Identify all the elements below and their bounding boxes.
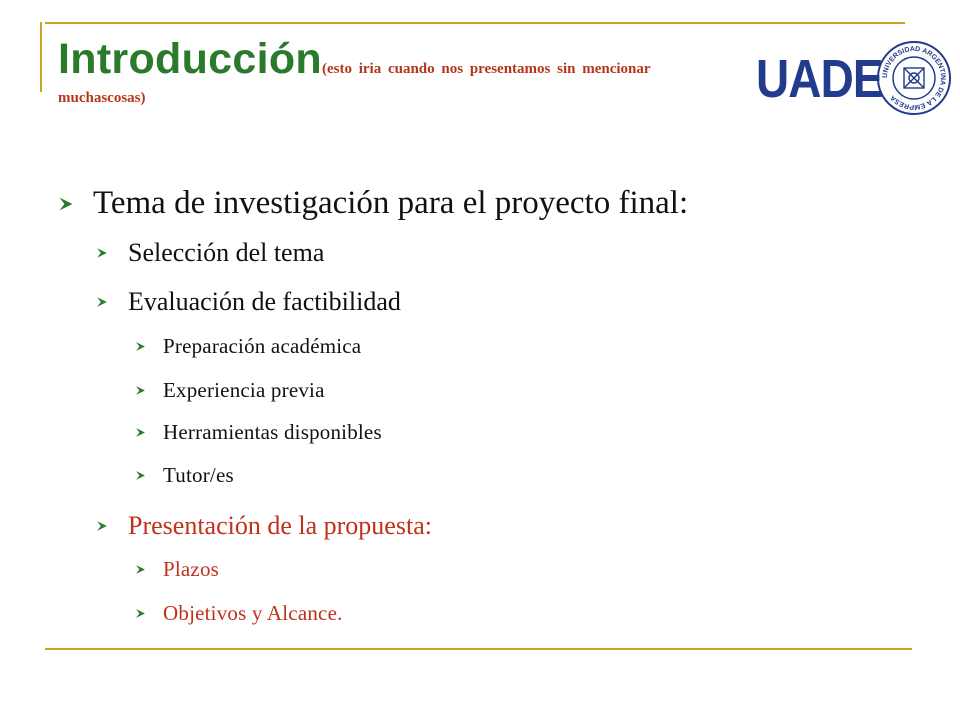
bullet-text: Tema de investigación para el proyecto final: [93, 185, 689, 221]
bullet-text: Presentación de la propuesta: [128, 511, 432, 540]
top-rule [45, 22, 905, 24]
bullet-text: Experiencia previa [163, 378, 325, 402]
bullet-item-level-3 [135, 378, 325, 403]
left-rule [40, 22, 42, 92]
bullet-item-level-2 [96, 511, 432, 541]
bullet-text: Evaluación de factibilidad [128, 287, 401, 316]
bullet-text: Plazos [163, 557, 220, 581]
bullet-text: Tutor/es [163, 463, 234, 487]
arrow-bullet-icon [96, 296, 108, 308]
title-block [58, 35, 748, 106]
arrow-bullet-icon [135, 608, 146, 619]
arrow-bullet-icon [135, 385, 146, 396]
title-note-line2: muchascosas) [58, 90, 146, 106]
bullet-item-level-3 [135, 601, 343, 626]
university-seal-icon [876, 40, 952, 116]
arrow-bullet-icon [135, 341, 146, 352]
bullet-item-level-3 [135, 420, 382, 445]
logo-wordmark: UADE [756, 49, 883, 109]
bullet-item-level-1 [58, 185, 688, 222]
bullet-item-level-2 [96, 238, 324, 268]
arrow-bullet-icon [135, 564, 146, 575]
bullet-text: Objetivos y Alcance. [163, 601, 343, 625]
bottom-rule [45, 648, 912, 650]
bullet-item-level-2 [96, 287, 401, 317]
arrow-bullet-icon [135, 427, 146, 438]
bullet-item-level-3 [135, 557, 219, 582]
bullet-text: Herramientas disponibles [163, 420, 382, 444]
bullet-text: Selección del tema [128, 238, 325, 267]
arrow-bullet-icon [96, 247, 108, 259]
uade-logo [756, 40, 956, 120]
arrow-bullet-icon [58, 196, 74, 212]
svg-text:UNIVERSIDAD ARGENTINA DE LA EM: UNIVERSIDAD ARGENTINA DE LA EMPRESA [881, 45, 947, 111]
arrow-bullet-icon [135, 470, 146, 481]
bullet-text: Preparación académica [163, 334, 362, 358]
bullet-item-level-3 [135, 463, 234, 488]
title-note-line1: (esto iria cuando nos presentamos sin mencionar [321, 61, 651, 77]
arrow-bullet-icon [96, 520, 108, 532]
bullet-item-level-3 [135, 334, 361, 359]
slide-title: Introducción [58, 35, 322, 83]
